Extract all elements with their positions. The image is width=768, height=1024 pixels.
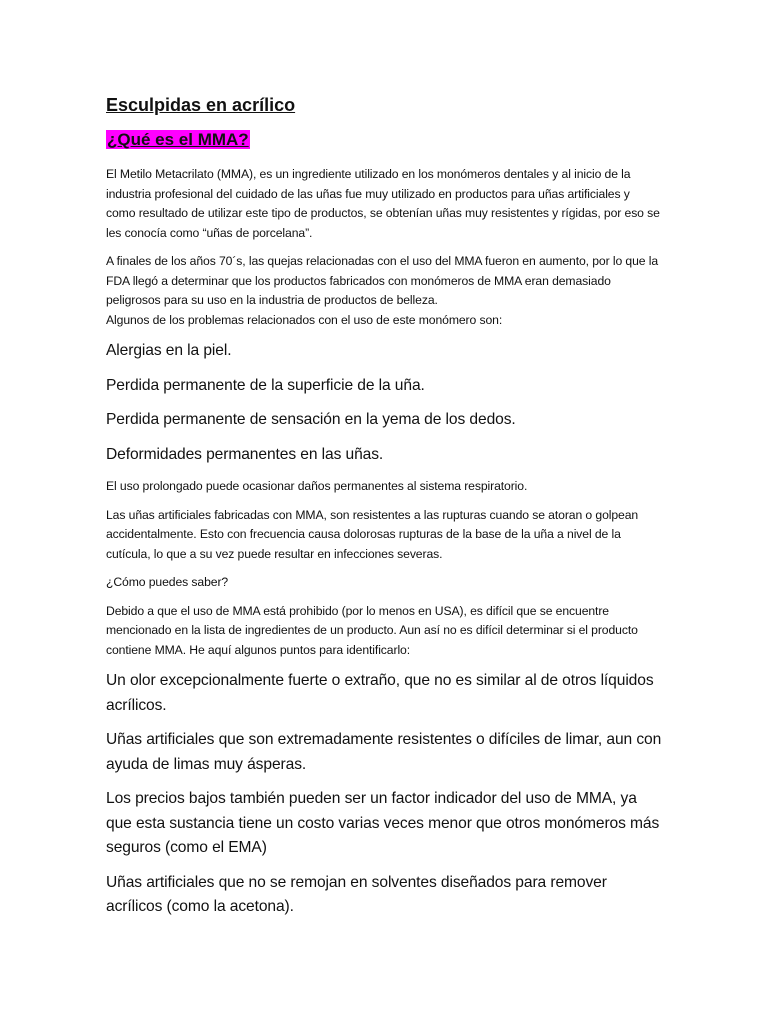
how-to-know-heading: ¿Cómo puedes saber? (106, 575, 229, 589)
indicator-item: Un olor excepcionalmente fuerte o extraño, que no es similar al de otros líquidos acrílicos. (106, 672, 654, 714)
problem-item: Perdida permanente de la superficie de la uña. (106, 376, 425, 394)
document-title: Esculpidas en acrílico (106, 95, 296, 115)
intro-paragraph: El Metilo Metacrilato (MMA), es un ingrediente utilizado en los monómeros dentales y al inicio de la industria profesional del cuidado de las uñas fue muy utilizado en productos para uñas artificiales y como resultado de utilizar este tipo de productos, se obtenían uñas muy resistentes y rígidas, por eso se les conocía como “uñas de porcelana”. (106, 167, 660, 240)
problem-item: Perdida permanente de sensación en la yema de los dedos. (106, 411, 516, 428)
history-paragraph: A finales de los años 70´s, las quejas relacionadas con el uso del MMA fueron en aumento, por lo que la FDA llegó a determinar que los productos fabricados con monómeros de MMA eran demasiado peligrosos para su uso en la industria de productos de belleza. (106, 254, 659, 307)
indicator-item: Uñas artificiales que son extremadamente resistentes o difíciles de limar, aun con ayuda de limas muy ásperas. (106, 731, 662, 773)
document-page (106, 92, 662, 930)
how-to-know-paragraph: Debido a que el uso de MMA está prohibido (por lo menos en USA), es difícil que se encuentre mencionado en la lista de ingredientes de un producto. Aun así no es difícil determinar si el producto contiene MMA. He aquí algunos puntos para identificarlo: (106, 603, 638, 657)
problem-item: Deformidades permanentes en las uñas. (106, 445, 384, 463)
indicator-item: Los precios bajos también pueden ser un factor indicador del uso de MMA, ya que esta sustancia tiene un costo varias veces menor que otros monómeros más seguros (como el EMA) (106, 790, 660, 856)
respiratory-paragraph: El uso prolongado puede ocasionar daños permanentes al sistema respiratorio. (106, 479, 528, 493)
problem-item: Alergias en la piel. (106, 342, 232, 359)
ruptures-paragraph: Las uñas artificiales fabricadas con MMA, son resistentes a las rupturas cuando se atoran o golpean accidentalmente. Esto con frecuencia causa dolorosas rupturas de la base de la uña a nivel de la cutícula, lo que a su vez puede resultar en infecciones severas. (106, 507, 639, 561)
highlighted-subtitle: ¿Qué es el MMA? (107, 130, 249, 149)
subtitle-line (106, 128, 662, 153)
history-block (106, 252, 662, 330)
indicator-item: Uñas artificiales que no se remojan en solventes diseñados para remover acrílicos (como la acetona). (106, 873, 607, 915)
problems-intro: Algunos de los problemas relacionados con el uso de este monómero son: (106, 312, 503, 327)
